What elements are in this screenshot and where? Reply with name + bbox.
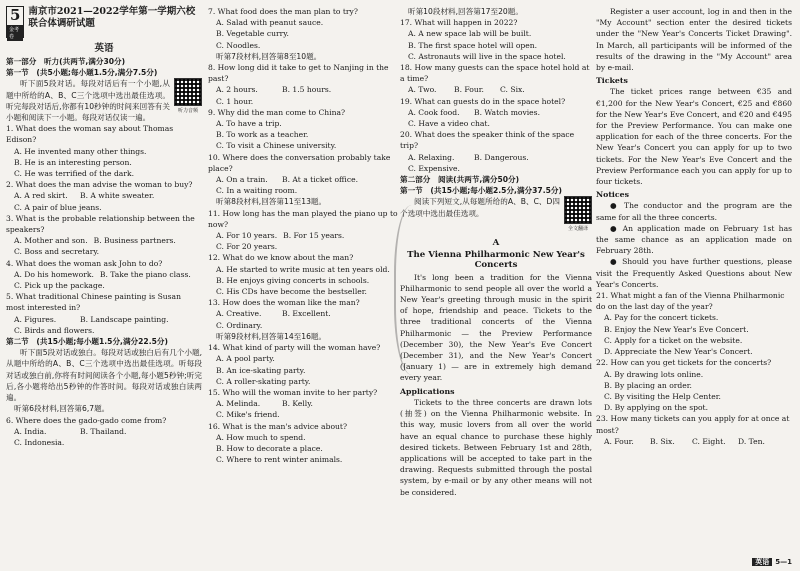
material-label: 听第10段材料,回答第17至20题。 (408, 7, 523, 16)
question-18 (400, 62, 592, 96)
option: A. To have a trip. (216, 119, 282, 129)
section3-instructions: 阅读下列短文,从每题所给的A、B、C、D四个选项中选出最佳选项。 (400, 197, 560, 218)
question-text: 23. How many tickets can you apply for at once at most? (596, 414, 790, 435)
notice-item: ● An application made on February 1st has the same chance as an application made on February 28th. (596, 223, 792, 256)
question-7 (208, 6, 404, 51)
option: B. Kelly. (282, 399, 313, 409)
article-paragraph: Tickets to the three concerts are drawn lots (抽签) on the Vienna Philharmonic website. In this way, music lovers from all over the world have an equal chance to purchase these highly desired tickets. Between February 1st and 28th, applications will be accepted to take part in the drawing. Requests submitted through the postal system, by e-mail or by any other means will not be considered. (400, 397, 592, 497)
option: A. 2 hours. (216, 85, 258, 95)
question-9 (208, 107, 404, 152)
option: B. Enjoy the New Year's Eve Concert. (604, 324, 749, 334)
subheading-tickets: Tickets (596, 76, 628, 86)
option: C. To visit a Chinese university. (216, 141, 337, 151)
option: B. Four. (454, 85, 484, 95)
option: B. He enjoys giving concerts in schools. (216, 275, 370, 285)
option: C. Six. (500, 85, 525, 95)
option: A. How much to spend. (216, 432, 306, 442)
question-text: 7. What food does the man plan to try? (208, 7, 358, 16)
option: C. Pick up the package. (14, 281, 105, 291)
option: B. Watch movies. (474, 107, 540, 117)
footer-subject: 英语 (752, 558, 772, 566)
page-footer (752, 557, 792, 567)
option: A. Creative. (216, 309, 262, 319)
column-1 (6, 6, 202, 448)
qr-code-translation[interactable] (564, 196, 592, 235)
qr-code-icon (564, 196, 592, 224)
question-21 (596, 290, 792, 357)
option: A. Two. (408, 85, 437, 95)
option: B. An ice-skating party. (216, 365, 306, 375)
section3-heading: 第一节 (共15小题;每小题2.5分,满分37.5分) (400, 186, 562, 196)
question-text: 6. Where does the gado-gado come from? (6, 415, 167, 425)
question-text: 20. What does the speaker think of the space trip? (400, 130, 575, 151)
footer-page: 5—1 (775, 558, 792, 566)
option: A. On a train. (216, 175, 268, 185)
option: B. Thailand. (80, 426, 127, 436)
article-paragraph: Register a user account, log in and then in the "My Account" section enter the desired tickets under the "New Year's Concerts Ticket Drawing". In March, all participants will be informed of the results of the drawing in the "My Account" area by e-mail. (596, 7, 792, 73)
question-text: 16. What is the man's advice about? (208, 421, 348, 431)
question-22 (596, 357, 792, 413)
option: B. At a ticket office. (282, 175, 359, 185)
question-text: 19. What can guests do in the space hotel? (400, 96, 566, 106)
option: C. Astronauts will live in the space hotel. (408, 51, 566, 61)
option: C. Where to rent winter animals. (216, 455, 343, 465)
qr-code-audio[interactable] (174, 78, 202, 117)
option: C. By visiting the Help Center. (604, 391, 721, 401)
question-text: 3. What is the probable relationship between the speakers? (6, 213, 195, 235)
option: A. Relaxing. (408, 152, 455, 162)
option: B. Business partners. (93, 236, 176, 246)
question-text: 22. How can you get tickets for the concerts? (596, 358, 772, 368)
option: C. Eight. (692, 436, 726, 446)
question-text: 10. Where does the conversation probably take place? (208, 152, 391, 173)
subject-title: 英语 (94, 43, 114, 54)
option: A. Salad with peanut sauce. (216, 18, 324, 28)
question-text: 5. What traditional Chinese painting is Susan most interested in? (6, 292, 181, 313)
question-16 (208, 421, 404, 466)
article-letter: A (492, 237, 500, 248)
question-text: 2. What does the man advise the woman to buy? (6, 180, 193, 190)
question-text: 13. How does the woman like the man? (208, 298, 360, 308)
option: C. Indonesia. (14, 437, 65, 447)
badge-number: 5 (9, 6, 21, 24)
option: C. Expensive. (408, 163, 460, 173)
question-3 (6, 213, 202, 258)
option: A. A red skirt. (14, 191, 68, 201)
question-text: 15. Who will the woman invite to her party? (208, 387, 378, 397)
question-1 (6, 123, 202, 179)
column-2 (208, 6, 404, 465)
section2-instructions: 听下面5段对话或独白。每段对话或独白后有几个小题,从题中所给的A、B、C三个选项中选出最佳选项。听每段对话或独白前,你将有时间阅读各个小题,每小题5秒钟;听完后,各小题将给出5秒钟的作答时间。每段对话或独白读两遍。 (6, 348, 202, 403)
question-text: 21. What might a fan of the Vienna Philharmonic do on the last day of the year? (596, 291, 785, 312)
question-text: 18. How many guests can the space hotel hold at a time? (400, 63, 590, 84)
question-2 (6, 179, 202, 213)
question-text: 17. What will happen in 2022? (400, 18, 518, 28)
question-17 (400, 17, 592, 62)
option: B. 1.5 hours. (282, 85, 332, 95)
option: B. Excellent. (282, 309, 331, 319)
material-label: 听第8段材料,回答第11至13题。 (216, 197, 327, 207)
question-20 (400, 129, 592, 174)
option: B. By placing an order. (604, 380, 692, 390)
option: B. How to decorate a place. (216, 443, 323, 453)
qr-caption: 听力音频 (177, 108, 198, 115)
article-paragraph: The ticket prices range between €35 and €1,200 for the New Year's Concert, €25 and €860 for the New Year's Eve Concert, and €20 and €495 for the Preview Performance. You can make one application for each of the three concerts. For the New Year's Concert you can apply for up to two tickets. For the New Year's Eve Concert and the Preview Performance each you can apply for up to four tickets. (596, 87, 792, 187)
option: D. Appreciate the New Year's Concert. (604, 347, 753, 357)
option: A. Four. (604, 436, 634, 446)
question-8 (208, 62, 404, 107)
question-text: 12. What do we know about the man? (208, 253, 354, 263)
option: D. Ten. (738, 436, 765, 446)
option: B. To work as a teacher. (216, 130, 309, 140)
option: C. Apply for a ticket on the website. (604, 335, 743, 345)
option: A. Melinda. (216, 399, 261, 409)
section2-heading: 第二节 (共15小题;每小题1.5分,满分22.5分) (6, 337, 168, 347)
question-5 (6, 291, 202, 336)
option: A. He invented many other things. (14, 146, 147, 156)
exam-header (6, 6, 202, 38)
option: A. By drawing lots online. (604, 369, 704, 379)
option: C. A roller-skating party. (216, 376, 311, 386)
margin-annotation (394, 205, 438, 375)
subheading-applications: Applications (400, 386, 455, 396)
question-text: 9. Why did the man come to China? (208, 107, 346, 117)
material-label: 听第7段材料,回答第8至10题。 (216, 51, 322, 61)
option: C. Ordinary. (216, 320, 263, 330)
option: C. 1 hour. (216, 96, 254, 106)
option: C. Noodles. (216, 40, 261, 50)
option: B. A white sweater. (80, 191, 155, 201)
option: A. A new space lab will be built. (408, 29, 532, 39)
exam-title: 南京市2021—2022学年第一学期六校联合体调研试题 (28, 6, 196, 29)
option: A. India. (14, 426, 47, 436)
material-label: 听第6段材料,回答第6,7题。 (14, 404, 110, 414)
qr-caption: 全文翻译 (567, 226, 588, 233)
option: C. Boss and secretary. (14, 247, 100, 257)
option: A. A pool party. (216, 354, 275, 364)
question-14 (208, 342, 404, 387)
option: B. For 15 years. (283, 231, 345, 241)
question-11 (208, 208, 404, 253)
question-text: 11. How long has the man played the piano up to now? (208, 208, 398, 229)
question-text: 1. What does the woman say about Thomas Edison? (6, 124, 174, 145)
article-paragraph: It's long been a tradition for the Vienna Philharmonic to send people all over the world a New Year's greeting through music in the spirit of hope, friendship and peace. Tickets to the three traditional concerts of the Vienna Philharmonic — the Preview Performance (December 30), the New Year's Eve Concert (December 31), and the New Year's Concert (January 1) — are in extremely high demand every year. (400, 272, 592, 383)
question-15 (208, 387, 404, 421)
question-4 (6, 258, 202, 292)
question-text: 4. What does the woman ask John to do? (6, 258, 163, 268)
option: A. Mother and son. (14, 236, 88, 246)
option: B. Take the piano class. (99, 269, 191, 279)
column-4 (596, 6, 792, 447)
material-label: 听第9段材料,回答第14至16题。 (216, 331, 327, 341)
option: C. For 20 years. (216, 242, 278, 252)
question-23 (596, 413, 792, 447)
article-title: The Vienna Philharmonic New Year's Concerts (407, 249, 585, 270)
qr-code-icon (174, 78, 202, 106)
option: B. He is an interesting person. (14, 157, 132, 167)
option: A. Figures. (14, 314, 57, 324)
option: A. He started to write music at ten years old. (216, 264, 390, 274)
option: A. For 10 years. (216, 231, 278, 241)
question-text: 14. What kind of party will the woman have? (208, 343, 381, 353)
question-12 (208, 252, 404, 297)
option: C. His CDs have become the bestseller. (216, 287, 367, 297)
badge-label: 金考卷 (7, 25, 23, 41)
question-6 (6, 415, 202, 449)
option: B. The first space hotel will open. (408, 40, 538, 50)
question-text: 8. How long did it take to get to Nanjing in the past? (208, 63, 389, 84)
section1-instructions: 听下面5段对话。每段对话后有一个小题,从题中所给的A、B、C三个选项中选出最佳选项。听完每段对话后,你都有10秒钟的时间来回答有关小题和阅读下一小题。每段对话仅读一遍。 (6, 79, 170, 123)
option: A. Pay for the concert tickets. (604, 313, 719, 323)
option: D. By applying on the spot. (604, 403, 709, 413)
question-10 (208, 152, 404, 197)
option: B. Six. (650, 436, 675, 446)
option: B. Dangerous. (474, 152, 529, 162)
option: A. Cook food. (408, 107, 460, 117)
option: C. In a waiting room. (216, 186, 298, 196)
option: A. Do his homework. (14, 269, 94, 279)
part2-heading: 第二部分 阅读(共两节,满分50分) (400, 175, 520, 185)
option: C. A pair of blue jeans. (14, 202, 102, 212)
subheading-notices: Notices (596, 190, 629, 200)
paper-badge (6, 6, 24, 38)
option: C. Birds and flowers. (14, 325, 95, 335)
part1-heading: 第一部分 听力(共两节,满分30分) (6, 57, 126, 66)
option: C. Have a video chat. (408, 119, 490, 129)
question-13 (208, 297, 404, 331)
notice-item: ● Should you have further questions, please visit the Frequently Asked Questions about New Year's Concerts. (596, 257, 792, 289)
option: C. Mike's friend. (216, 410, 280, 420)
option: B. Landscape painting. (80, 314, 169, 324)
section1-heading: 第一节 (共5小题;每小题1.5分,满分7.5分) (6, 68, 158, 78)
option: B. Vegetable curry. (216, 29, 289, 39)
notice-item: ● The conductor and the program are the same for all the three concerts. (596, 201, 792, 222)
option: C. He was terrified of the dark. (14, 169, 134, 179)
question-19 (400, 96, 592, 130)
